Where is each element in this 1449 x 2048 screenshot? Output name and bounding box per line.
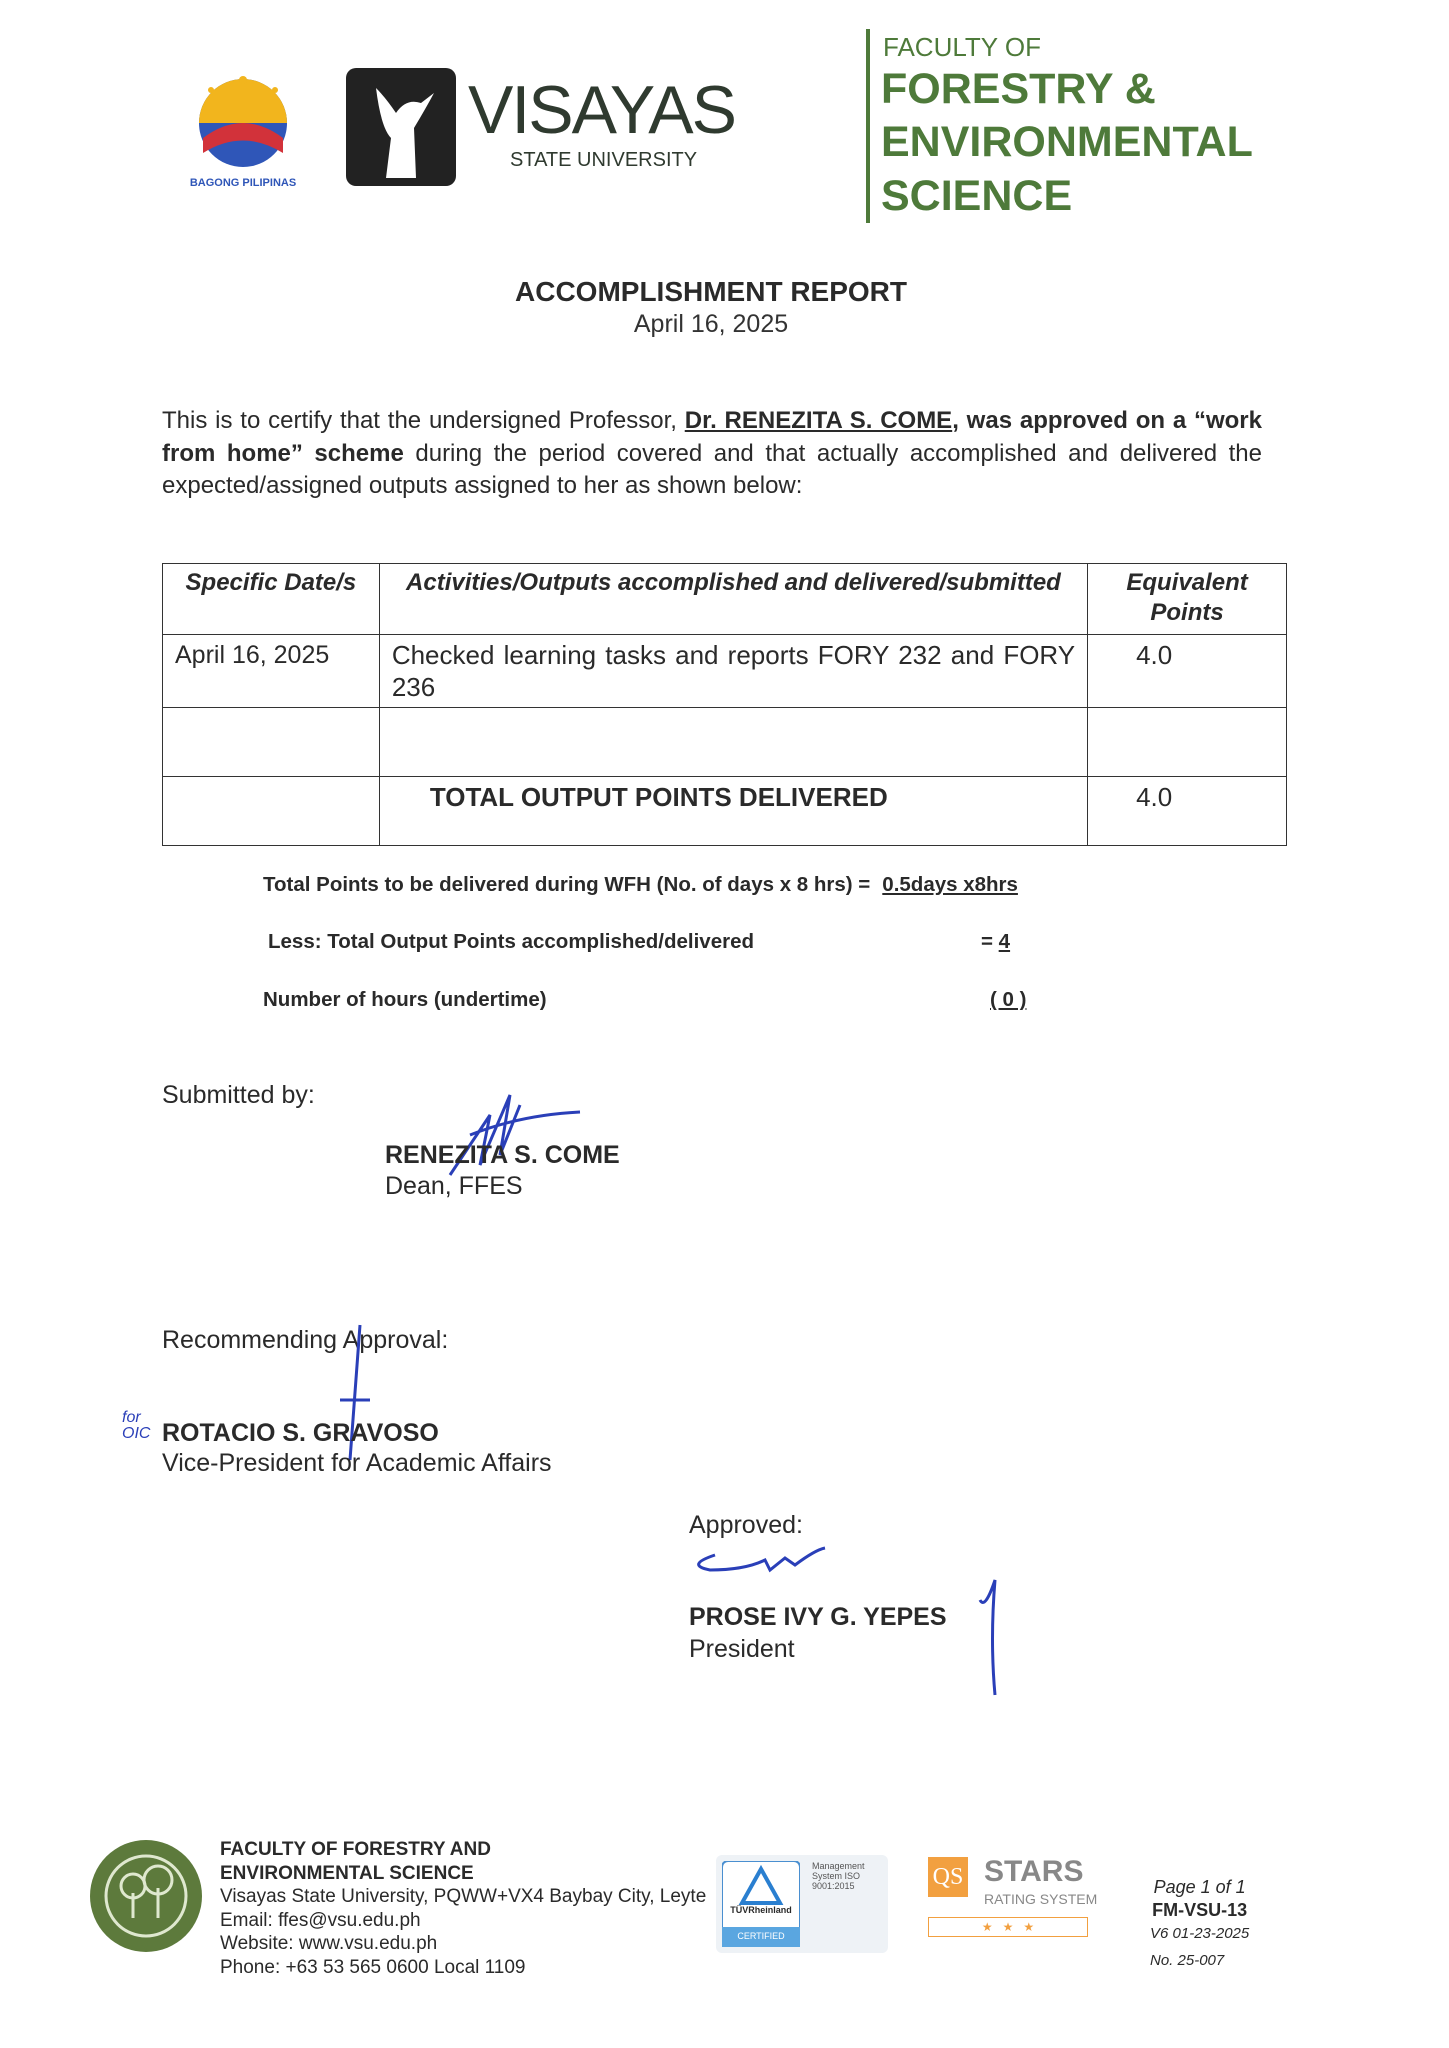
signature-yepes xyxy=(685,1540,845,1590)
cell-date: April 16, 2025 xyxy=(163,635,380,708)
tuv-name: TÜVRheinland xyxy=(730,1905,792,1915)
footer-address: Visayas State University, PQWW+VX4 Baybay City, Leyte xyxy=(220,1886,707,1907)
faculty-line-2: ENVIRONMENTAL xyxy=(881,118,1253,166)
university-name: VISAYAS xyxy=(468,72,735,148)
tuv-certified: CERTIFIED xyxy=(737,1931,785,1941)
table-header-row xyxy=(163,564,1287,635)
tuv-iso: Management System ISO 9001:2015 xyxy=(812,1861,865,1891)
total-points-row xyxy=(263,873,1018,897)
initial-mark xyxy=(975,1570,1015,1700)
para-text: during the period covered and that actually accomplished and delivered the expected/assigned outputs assigned to her as shown below: xyxy=(162,439,1262,499)
header-activities: Activities/Outputs accomplished and delivered/submitted xyxy=(379,564,1087,635)
report-date: April 16, 2025 xyxy=(633,310,789,338)
undertime-value: ( 0 ) xyxy=(990,988,1027,1011)
approved-label: Approved: xyxy=(689,1511,803,1539)
doc-number: No. 25-007 xyxy=(1150,1952,1225,1969)
university-subtitle: STATE UNIVERSITY xyxy=(510,149,698,171)
professor-name: Dr. RENEZITA S. COME xyxy=(684,407,953,434)
tuv-certification-badge xyxy=(716,1855,888,1953)
certification-paragraph xyxy=(162,405,1262,503)
less-label: Less: Total Output Points accomplished/delivered xyxy=(268,930,755,953)
header-points: Equivalent Points xyxy=(1088,564,1287,635)
cell-points xyxy=(1088,708,1287,777)
qs-star-icons: ★ ★ ★ xyxy=(928,1917,1088,1937)
header-divider xyxy=(866,29,870,223)
footer-org-2: ENVIRONMENTAL SCIENCE xyxy=(220,1862,474,1884)
cell-activity: Checked learning tasks and reports FORY 232 and FORY 236 xyxy=(379,635,1087,708)
cell-activity xyxy=(379,708,1087,777)
vsu-emblem xyxy=(346,68,456,186)
footer-website[interactable]: Website: www.vsu.edu.ph xyxy=(220,1933,438,1954)
submitted-role: Dean, FFES xyxy=(385,1172,523,1200)
approved-role: President xyxy=(689,1635,795,1663)
recommending-name: ROTACIO S. GRAVOSO xyxy=(162,1419,439,1447)
table-total-row xyxy=(163,777,1287,846)
for-oic-note: for OIC xyxy=(122,1409,151,1442)
footer-phone: Phone: +63 53 565 0600 Local 1109 xyxy=(220,1956,526,1978)
total-points-label: Total Points to be delivered during WFH (No. of days x 8 hrs) = xyxy=(263,873,871,896)
bagong-pilipinas-logo xyxy=(183,68,303,192)
form-code: FM-VSU-13 xyxy=(1152,1900,1248,1920)
qs-stars: STARS xyxy=(984,1855,1084,1888)
faculty-line-1: FORESTRY & xyxy=(881,65,1156,113)
submitted-by-label: Submitted by: xyxy=(162,1081,315,1109)
qs-logo: QS xyxy=(928,1857,968,1897)
cell-date xyxy=(163,708,380,777)
less-value xyxy=(981,930,1010,954)
accomplishment-table xyxy=(162,563,1287,846)
total-label: TOTAL OUTPUT POINTS DELIVERED xyxy=(379,777,1087,846)
footer-contact xyxy=(220,1838,706,1979)
submitted-name: RENEZITA S. COME xyxy=(385,1141,620,1169)
total-points-value: 0.5days x8hrs xyxy=(882,873,1018,896)
faculty-line-3: SCIENCE xyxy=(881,172,1073,220)
table-row xyxy=(163,708,1287,777)
approved-name: PROSE IVY G. YEPES xyxy=(689,1603,947,1631)
less-number: 4 xyxy=(998,930,1011,953)
qs-rating: RATING SYSTEM xyxy=(984,1891,1098,1907)
recommending-label: Recommending Approval: xyxy=(162,1326,449,1354)
ffes-seal-logo xyxy=(88,1838,204,1954)
header-date: Specific Date/s xyxy=(163,564,380,635)
faculty-of-label: FACULTY OF xyxy=(883,32,1041,62)
total-value: 4.0 xyxy=(1088,777,1287,846)
recommending-role: Vice-President for Academic Affairs xyxy=(162,1449,552,1477)
page-number: Page 1 of 1 xyxy=(1153,1877,1246,1897)
para-text: This is to certify that the undersigned Professor, xyxy=(162,407,685,434)
page-info xyxy=(1150,1876,1249,1972)
cell-empty xyxy=(163,777,380,846)
cell-points: 4.0 xyxy=(1088,635,1287,708)
para-bold: , was approved on a “work from home” scheme xyxy=(162,407,1262,467)
equals: = xyxy=(981,930,999,953)
footer-org-1: FACULTY OF FORESTRY AND xyxy=(220,1839,491,1860)
report-title: ACCOMPLISHMENT REPORT xyxy=(515,276,907,307)
qs-stars-badge xyxy=(928,1855,1098,1940)
footer-email[interactable]: Email: ffes@vsu.edu.ph xyxy=(220,1909,421,1931)
undertime-label: Number of hours (undertime) xyxy=(263,988,547,1011)
svg-text:BAGONG PILIPINAS: BAGONG PILIPINAS xyxy=(189,177,297,189)
form-version: V6 01-23-2025 xyxy=(1150,1925,1250,1942)
table-row xyxy=(163,635,1287,708)
